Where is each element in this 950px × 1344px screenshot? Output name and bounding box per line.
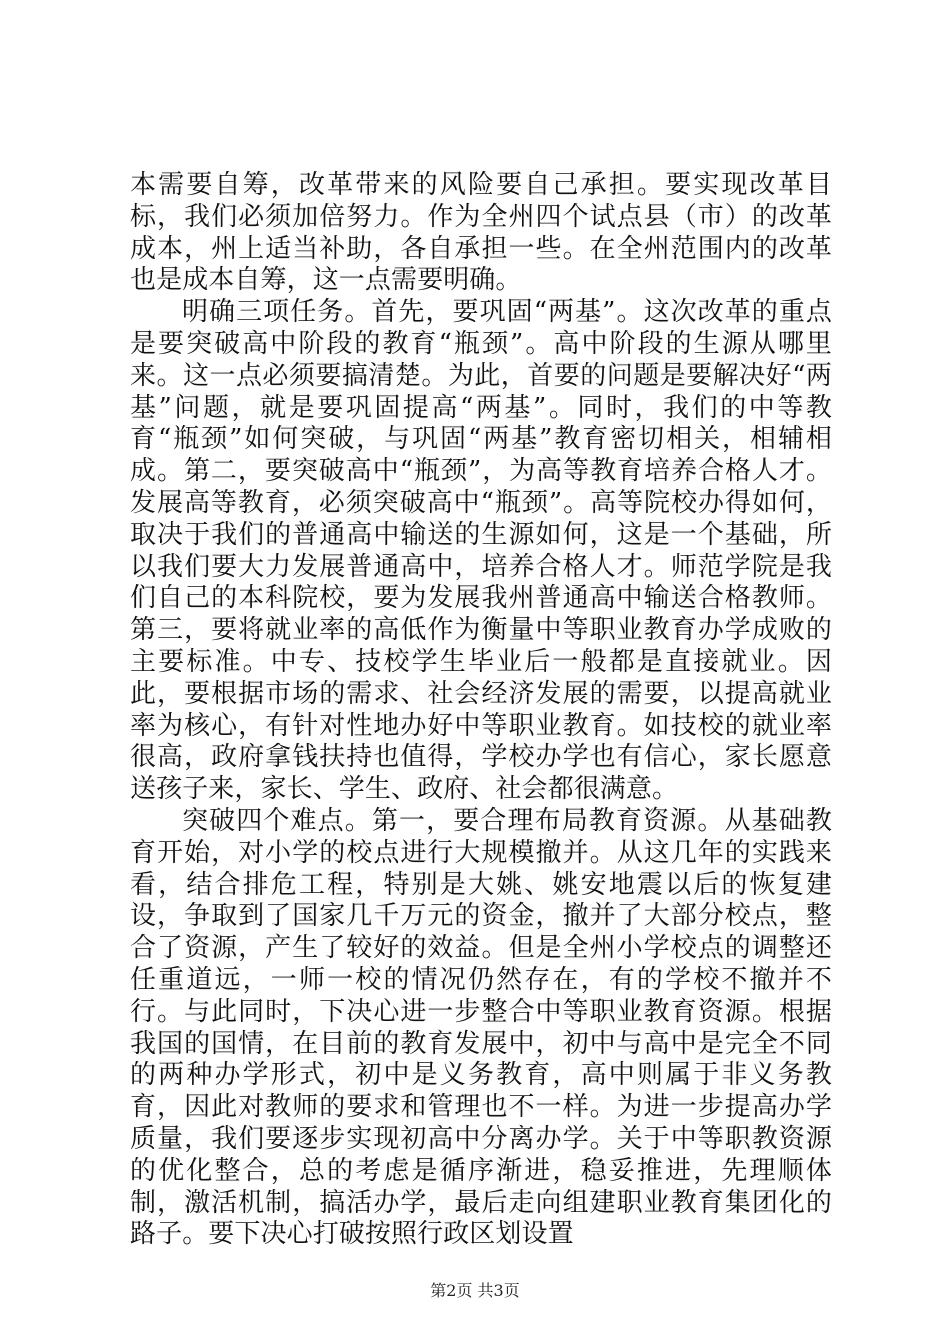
paragraph-four-difficulties: 突破四个难点。第一，要合理布局教育资源。从基础教育开始，对小学的校点进行大规模撤并。从这几年的实践来看，结合排危工程，特别是大姚、姚安地震以后的恢复建设，争取到了国家几千万元的资金，撤并了大部分校点，整合了资源，产生了较好的效益。但是全州小学校点的调整还任重道远，一师一校的情况仍然存在，有的学校不撤并不行。与此同时，下决心进一步整合中等职业教育资源。根据我国的国情，在目前的教育发展中，初中与高中是完全不同的两种办学形式，初中是义务教育，高中则属于非义务教育，因此对教师的要求和管理也不一样。为进一步提高办学质量，我们要逐步实现初高中分离办学。关于中等职教资源的优化整合，总的考虑是循序渐进，稳妥推进，先理顺体制，激活机制，搞活办学，最后走向组建职业教育集团化的路子。要下决心打破按照行政区划设置 bbox=[130, 805, 832, 1250]
paragraph-continuation: 本需要自筹，改革带来的风险要自己承担。要实现改革目标，我们必须加倍努力。作为全州四个试点县（市）的改革成本，州上适当补助，各自承担一些。在全州范围内的改革也是成本自筹，这一点需要明确。 bbox=[130, 170, 832, 296]
page-footer: 第2页 共3页 bbox=[430, 1281, 520, 1300]
document-body bbox=[130, 170, 832, 1251]
paragraph-three-tasks: 明确三项任务。首先，要巩固“两基”。这次改革的重点是要突破高中阶段的教育“瓶颈”。高中阶段的生源从哪里来。这一点必须要搞清楚。为此，首要的问题是要解决好“两基”问题，就是要巩固提高“两基”。同时，我们的中等教育“瓶颈”如何突破，与巩固“两基”教育密切相关，相辅相成。第二，要突破高中“瓶颈”，为高等教育培养合格人才。发展高等教育，必须突破高中“瓶颈”。高等院校办得如何，取决于我们的普通高中输送的生源如何，这是一个基础，所以我们要大力发展普通高中，培养合格人才。师范学院是我们自己的本科院校，要为发展我州普通高中输送合格教师。第三，要将就业率的高低作为衡量中等职业教育办学成败的主要标准。中专、技校学生毕业后一般都是直接就业。因此，要根据市场的需求、社会经济发展的需要，以提高就业率为核心，有针对性地办好中等职业教育。如技校的就业率很高，政府拿钱扶持也值得，学校办学也有信心，家长愿意送孩子来，家长、学生、政府、社会都很满意。 bbox=[130, 297, 832, 805]
